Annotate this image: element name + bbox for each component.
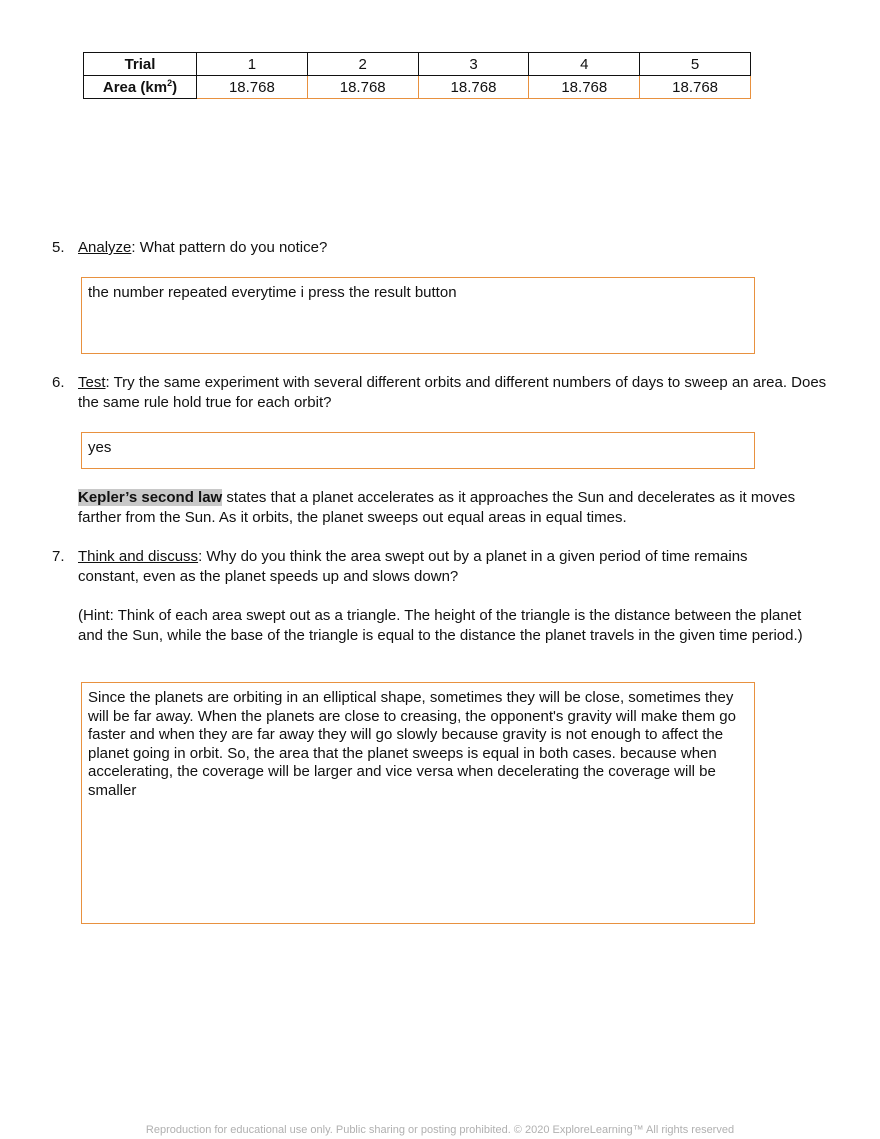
area-table: [83, 52, 751, 99]
area-input[interactable]: 18.768: [640, 76, 751, 99]
area-input[interactable]: 18.768: [529, 76, 640, 99]
area-header: Area $(km^2)$: [84, 76, 197, 99]
area-row: [84, 76, 751, 99]
trial-number: 3: [418, 53, 529, 76]
answer-box-7[interactable]: Since the planets are orbiting in an elliptical shape, sometimes they will be close, sometimes they will be far away. When the planets are close to creasing, the opponent's gravity will make them go faster and when they are far away they will go slowly because gravity is not enough to affect the planet going in orbit. So, the area that the planet sweeps is equal in both cases. because when accelerating, the coverage will be larger and vice versa when decelerating the coverage will be smaller: [81, 682, 755, 924]
area-input[interactable]: 18.768: [197, 76, 308, 99]
trial-number: 4: [529, 53, 640, 76]
area-input[interactable]: 18.768: [418, 76, 529, 99]
trial-number: 1: [197, 53, 308, 76]
trial-row: [84, 53, 751, 76]
answer-box-6[interactable]: yes: [81, 432, 755, 469]
trial-number: 5: [640, 53, 751, 76]
trial-header: Trial: [84, 53, 197, 76]
area-input[interactable]: 18.768: [307, 76, 418, 99]
footer: Reproduction for educational use only. Public sharing or posting prohibited. © 2020 ExploreLearning™ All rights reserved: [145, 1124, 735, 1136]
answer-box-5[interactable]: the number repeated everytime i press the result button: [81, 277, 755, 354]
trial-number: 2: [307, 53, 418, 76]
